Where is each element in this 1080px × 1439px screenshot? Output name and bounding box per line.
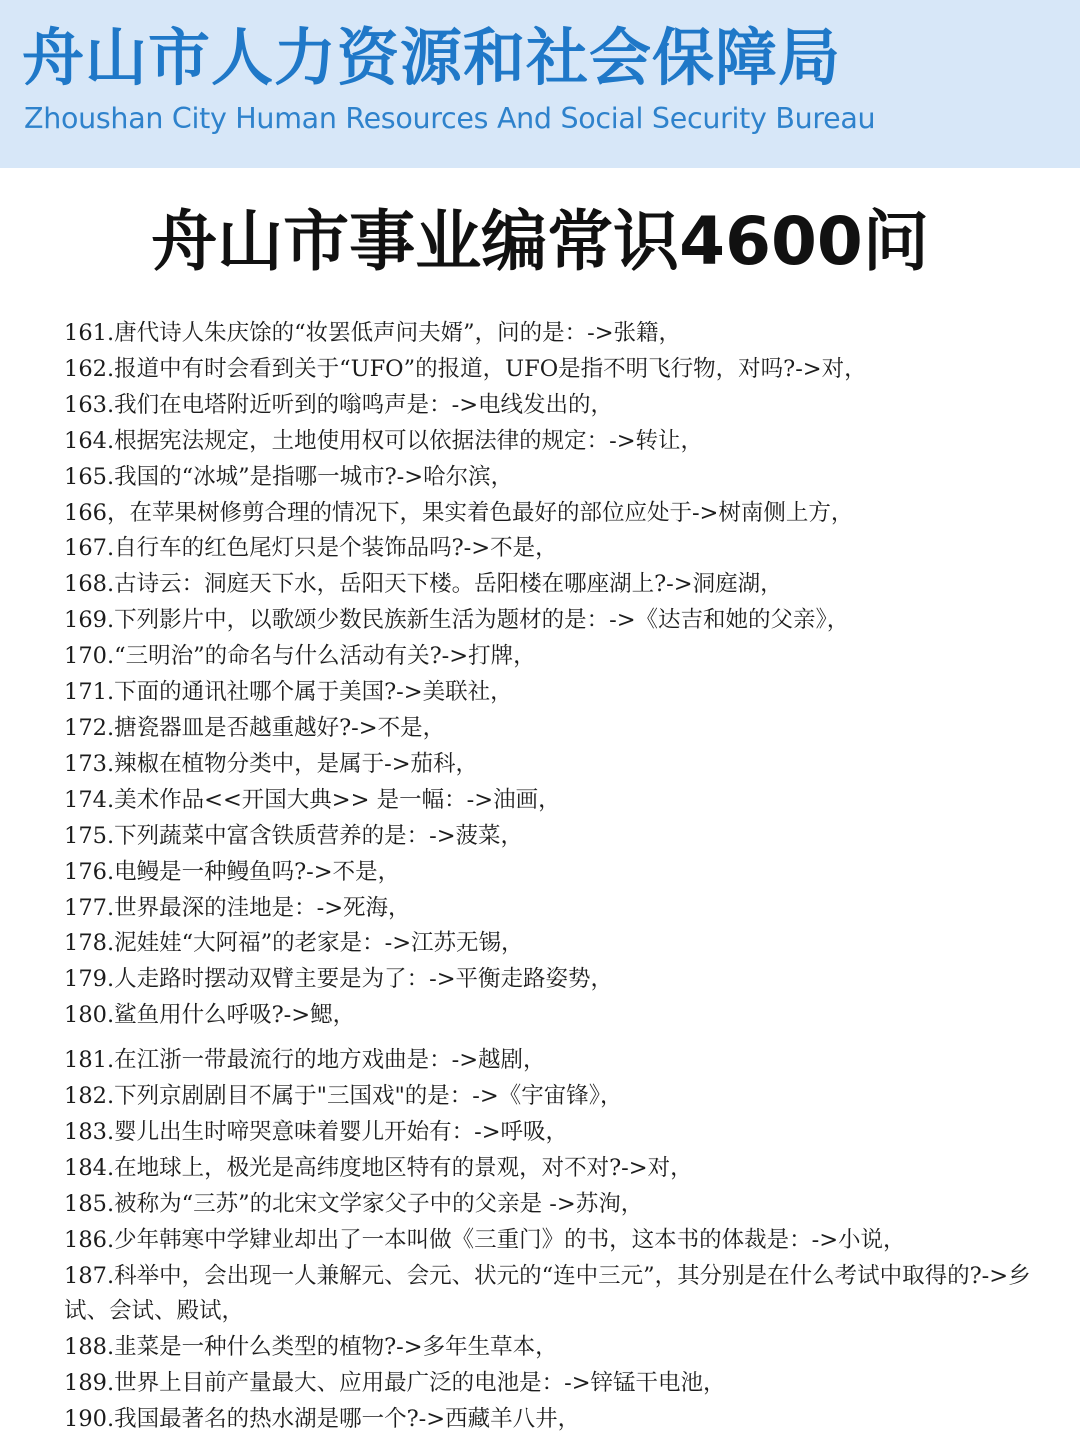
list-item: 183.婴儿出生时啼哭意味着婴儿开始有：->呼吸， bbox=[64, 1118, 569, 1145]
bureau-title: 舟山市人力资源和社会保障局 bbox=[22, 21, 842, 94]
list-item: 162.报道中有时会看到关于“UFO”的报道，UFO是指不明飞行物，对吗?->对， bbox=[64, 355, 867, 382]
list-item: 180.鲨鱼用什么呼吸?->鳃， bbox=[64, 1002, 356, 1029]
header-banner bbox=[0, 0, 1080, 168]
list-item: 182.下列京剧剧目不属于"三国戏"的是：->《宇宙锋》， bbox=[64, 1083, 623, 1110]
list-item: 190.我国最著名的热水湖是哪一个?->西藏羊八井， bbox=[64, 1406, 581, 1433]
list-item: 161.唐代诗人朱庆馀的“妆罢低声问夫婿”，问的是：->张籍， bbox=[64, 320, 682, 346]
list-item: 170.“三明治”的命名与什么活动有关?->打牌， bbox=[64, 643, 536, 670]
list-item: 166，在苹果树修剪合理的情况下，果实着色最好的部位应处于->树南侧上方， bbox=[64, 499, 854, 526]
list-item: 168.古诗云：洞庭天下水，岳阳天下楼。岳阳楼在哪座湖上?->洞庭湖， bbox=[64, 571, 783, 598]
list-item: 178.泥娃娃“大阿福”的老家是：->江苏无锡， bbox=[64, 930, 524, 957]
list-item: 186.少年韩寒中学肄业却出了一本叫做《三重门》的书，这本书的体裁是：->小说， bbox=[64, 1226, 906, 1253]
list-item: 172.搪瓷器皿是否越重越好?->不是， bbox=[64, 714, 446, 741]
list-item: 163.我们在电塔附近听到的嗡鸣声是：->电线发出的， bbox=[64, 391, 614, 418]
list-item: 169.下列影片中，以歌颂少数民族新生活为题材的是：->《达吉和她的父亲》， bbox=[64, 607, 850, 634]
list-item: 185.被称为“三苏”的北宋文学家父子中的父亲是 ->苏洵， bbox=[64, 1190, 644, 1217]
list-item: 181.在江浙一带最流行的地方戏曲是：->越剧， bbox=[64, 1047, 546, 1074]
list-item: 189.世界上目前产量最大、应用最广泛的电池是：->锌锰干电池， bbox=[64, 1370, 726, 1397]
list-item: 171.下面的通讯社哪个属于美国?->美联社， bbox=[64, 679, 513, 706]
page-title: 舟山市事业编常识4600问 bbox=[151, 203, 929, 280]
list-item: 164.根据宪法规定，土地使用权可以依据法律的规定：->转让， bbox=[64, 427, 704, 454]
list-item: 176.电鳗是一种鳗鱼吗?->不是， bbox=[64, 858, 401, 885]
list-item: 165.我国的“冰城”是指哪一城市?->哈尔滨， bbox=[64, 463, 514, 490]
list-item: 175.下列蔬菜中富含铁质营养的是：->菠菜， bbox=[64, 822, 524, 849]
list-item: 167.自行车的红色尾灯只是个装饰品吗?->不是， bbox=[64, 535, 558, 562]
list-item: 174.美术作品<<开国大典>> 是一幅：->油画， bbox=[64, 786, 561, 813]
list-item: 177.世界最深的洼地是：->死海， bbox=[64, 894, 411, 921]
list-item: 188.韭菜是一种什么类型的植物?->多年生草本， bbox=[64, 1334, 558, 1361]
question-list bbox=[64, 316, 1034, 1438]
list-item: 187.科举中，会出现一人兼解元、会元、状元的“连中三元”，其分别是在什么考试中取得的?->乡试、会试、殿试， bbox=[64, 1262, 1031, 1325]
list-item: 179.人走路时摆动双臂主要是为了：->平衡走路姿势， bbox=[64, 966, 614, 993]
bureau-title-english: Zhoushan City Human Resources And Social Security Bureau bbox=[24, 102, 876, 135]
list-item: 184.在地球上，极光是高纬度地区特有的景观，对不对?->对， bbox=[64, 1154, 693, 1181]
list-item: 173.辣椒在植物分类中，是属于->茄科， bbox=[64, 750, 479, 777]
